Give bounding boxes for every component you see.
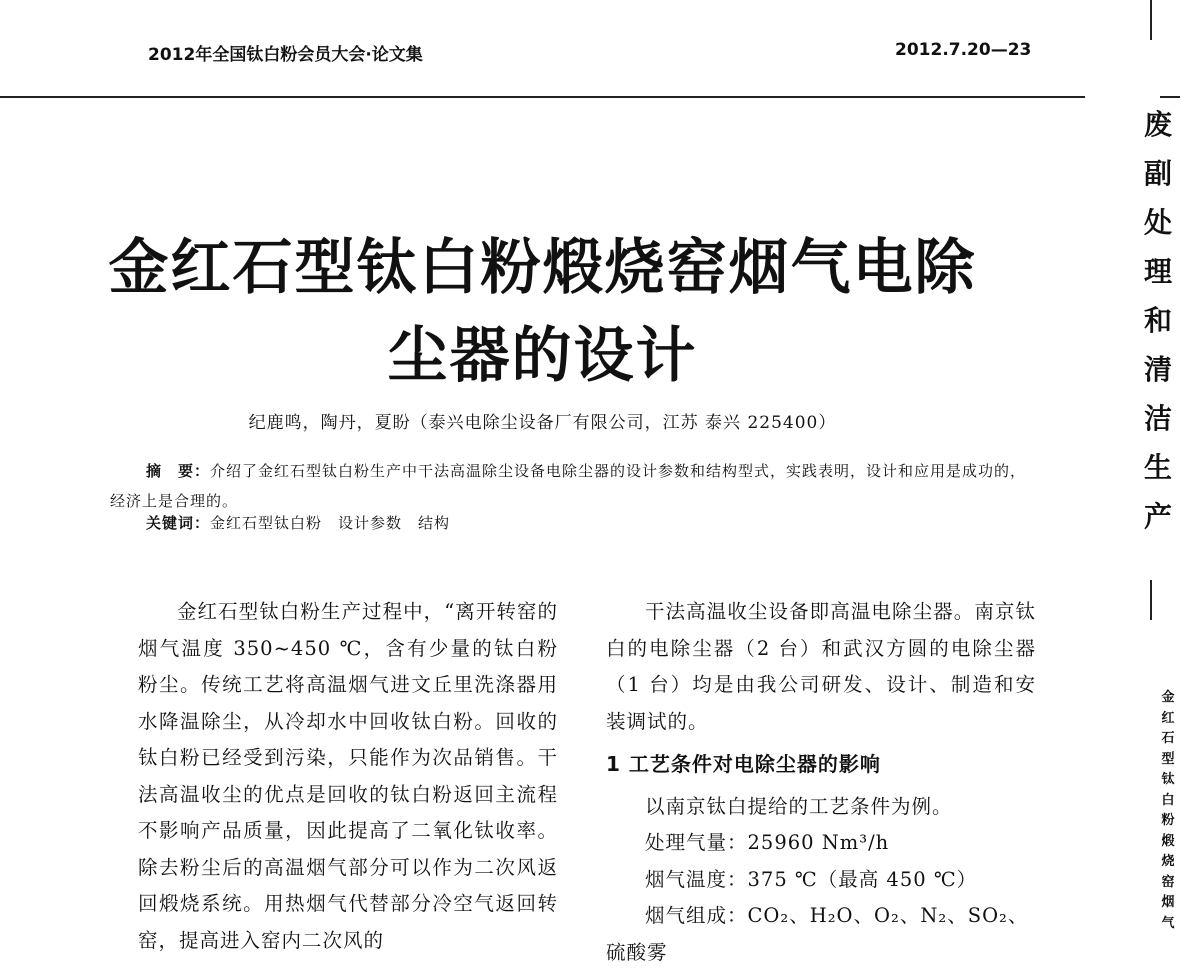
gas-composition-cont: 硫酸雾 [606,935,1036,971]
side-char: 烟 [1158,893,1178,914]
side-char: 红 [1158,709,1178,730]
side-char: 金 [1158,688,1178,709]
side-char: 型 [1158,750,1178,771]
title-line-1: 金红石型钛白粉煅烧窑烟气电除 [0,220,1085,306]
gas-volume: 处理气量：25960 Nm³/h [606,825,1036,862]
side-char: 生 [1138,443,1178,492]
side-char: 气 [1158,914,1178,935]
side-divider-mid [1150,580,1152,620]
side-char: 煅 [1158,832,1178,853]
side-char: 白 [1158,791,1178,812]
running-header-right: 2012.7.20—23 [895,40,1031,60]
header-rule-tail [1160,96,1180,98]
side-char: 清 [1138,345,1178,394]
side-char: 洁 [1138,394,1178,443]
keywords-label: 关键词： [146,514,210,532]
side-char: 产 [1138,492,1178,541]
running-header-left: 2012年全国钛白粉会员大会·论文集 [148,40,423,65]
side-char: 窑 [1158,873,1178,894]
conditions-intro: 以南京钛白提给的工艺条件为例。 [606,789,1036,826]
abstract-label: 摘 要： [110,462,210,480]
authors: 纪鹿鸣，陶丹，夏盼（泰兴电除尘设备厂有限公司，江苏 泰兴 225400） [0,408,1085,433]
side-tab-chapter [1138,100,1178,541]
left-column [138,594,558,959]
side-char: 理 [1138,247,1178,296]
section-heading: 1 工艺条件对电除尘器的影响 [606,746,1036,783]
side-char: 烧 [1158,852,1178,873]
abstract-text: 介绍了金红石型钛白粉生产中干法高温除尘设备电除尘器的设计参数和结构型式，实践表明，设计和应用是成功的，经济上是合理的。 [110,462,1026,510]
body-paragraph: 干法高温收尘设备即高温电除尘器。南京钛白的电除尘器（2 台）和武汉方圆的电除尘器（1 台）均是由我公司研发、设计、制造和安装调试的。 [606,594,1036,740]
abstract [110,456,1030,516]
side-divider-top [1150,0,1152,40]
side-char: 和 [1138,296,1178,345]
side-char: 副 [1138,149,1178,198]
title-line-2: 尘器的设计 [0,308,1085,394]
keywords-text: 金红石型钛白粉 设计参数 结构 [210,514,450,532]
body-paragraph: 金红石型钛白粉生产过程中，“离开转窑的烟气温度 350~450 ℃，含有少量的钛白粉粉尘。传统工艺将高温烟气进文丘里洗涤器用水降温除尘，从冷却水中回收钛白粉。回收的钛白粉已经受到污染，只能作为次品销售。干法高温收尘的优点是回收的钛白粉返回主流程不影响产品质量，因此提高了二氧化钛收率。除去粉尘后的高温烟气部分可以作为二次风返回煅烧系统。用热烟气代替部分冷空气返回转窑，提高进入窑内二次风的 [138,594,558,959]
header-rule [0,96,1085,98]
gas-composition: 烟气组成：CO₂、H₂O、O₂、N₂、SO₂、 [606,898,1036,935]
side-tab-article [1158,688,1178,934]
gas-temperature: 烟气温度：375 ℃（最高 450 ℃） [606,862,1036,899]
side-char: 废 [1138,100,1178,149]
side-char: 钛 [1158,770,1178,791]
keywords [146,512,450,533]
right-column [606,594,1036,971]
side-char: 石 [1158,729,1178,750]
side-char: 处 [1138,198,1178,247]
side-char: 粉 [1158,811,1178,832]
